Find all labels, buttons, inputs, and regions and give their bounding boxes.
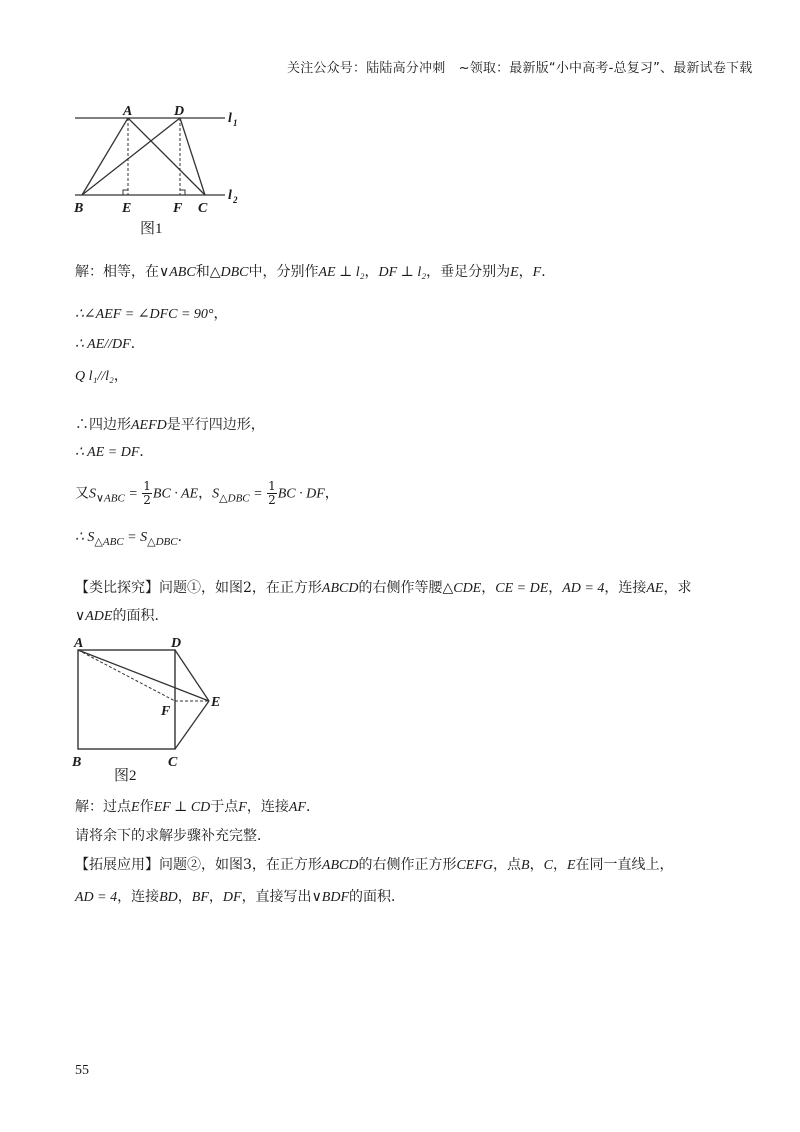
solution-line-2: ∴∠AEF = ∠DFC = 90°， (75, 306, 228, 322)
solution-line-4: Q l₁//l₂， (75, 368, 128, 384)
solution2-line-1: 解：过点E作EF ⊥ CD于点F，连接AF． (75, 799, 320, 815)
page-number: 55 (75, 1063, 89, 1078)
label-b: B (74, 201, 84, 216)
analogy-line-1: 【类比探究】问题①，如图2，在正方形ABCD的右侧作等腰△CDE，CE = DE，AD = 4，连接AE，求 (75, 580, 692, 596)
fraction-half-2: $\frac{1}{2}$ (268, 479, 276, 507)
solution-line-3: ∴ AE//DF． (75, 336, 145, 352)
label-a: A (74, 636, 84, 651)
solution-line-6: ∴ AE = DF． (75, 444, 154, 460)
page-header: 关注公众号：陆陆高分冲刺 ~领取：最新版“小中高考-总复习”、最新试卷下载 (287, 61, 753, 76)
label-l2: l (228, 188, 232, 203)
label-e: E (122, 201, 132, 216)
right-angle-f (180, 190, 185, 195)
solution-line-1: 解：相等，在∨ABC和△DBC中，分别作AE ⊥ l₂，DF ⊥ l₂，垂足分别为E，F． (75, 264, 556, 280)
analogy-line-2: ∨ADE的面积． (75, 608, 169, 624)
label-e: E (211, 695, 221, 710)
segment-ab (82, 118, 128, 195)
figure-1-caption: 图1 (140, 221, 163, 237)
label-l1: l (228, 111, 232, 126)
label-f: F (173, 201, 183, 216)
segment-dc (180, 118, 205, 195)
segment-de (175, 650, 209, 701)
label-d: D (174, 104, 185, 119)
solution-line-7: 又$S_{\vee ABC}$ = $\frac{1}{2}$ BC · AE，$S_{\triangle DBC}$ = $\frac{1}{2}$ BC · DF， (75, 479, 339, 507)
label-l2-sub: 2 (233, 195, 238, 205)
extension-line-1: 【拓展应用】问题②，如图3，在正方形ABCD的右侧作正方形CEFG，点B，C，E在同一直线上， (75, 857, 674, 873)
segment-ac (128, 118, 205, 195)
square-abcd (78, 650, 175, 749)
label-l1-sub: 1 (233, 118, 238, 128)
solution2-line-2: 请将余下的求解步骤补充完整． (75, 828, 271, 844)
figure-2 (68, 634, 238, 784)
right-angle-e (123, 190, 128, 195)
label-c: C (198, 201, 208, 216)
solution-line-8: ∴ $S_{\triangle ABC} = S_{\triangle DBC}$． (75, 529, 192, 548)
extension-line-2: AD = 4，连接BD，BF，DF，直接写出∨BDF的面积． (75, 889, 406, 905)
label-a: A (123, 104, 133, 119)
segment-af-dashed (78, 650, 175, 701)
label-b: B (72, 755, 82, 770)
figure-1 (70, 100, 260, 240)
label-c: C (168, 755, 178, 770)
solution-line-5: ∴四边形AEFD是平行四边形， (75, 417, 265, 433)
segment-db (82, 118, 180, 195)
figure-2-caption: 图2 (114, 768, 137, 784)
segment-ce (175, 701, 209, 749)
label-f: F (161, 704, 171, 719)
segment-ae (78, 650, 209, 701)
fraction-half: $\frac{1}{2}$ (143, 479, 151, 507)
label-d: D (171, 636, 182, 651)
